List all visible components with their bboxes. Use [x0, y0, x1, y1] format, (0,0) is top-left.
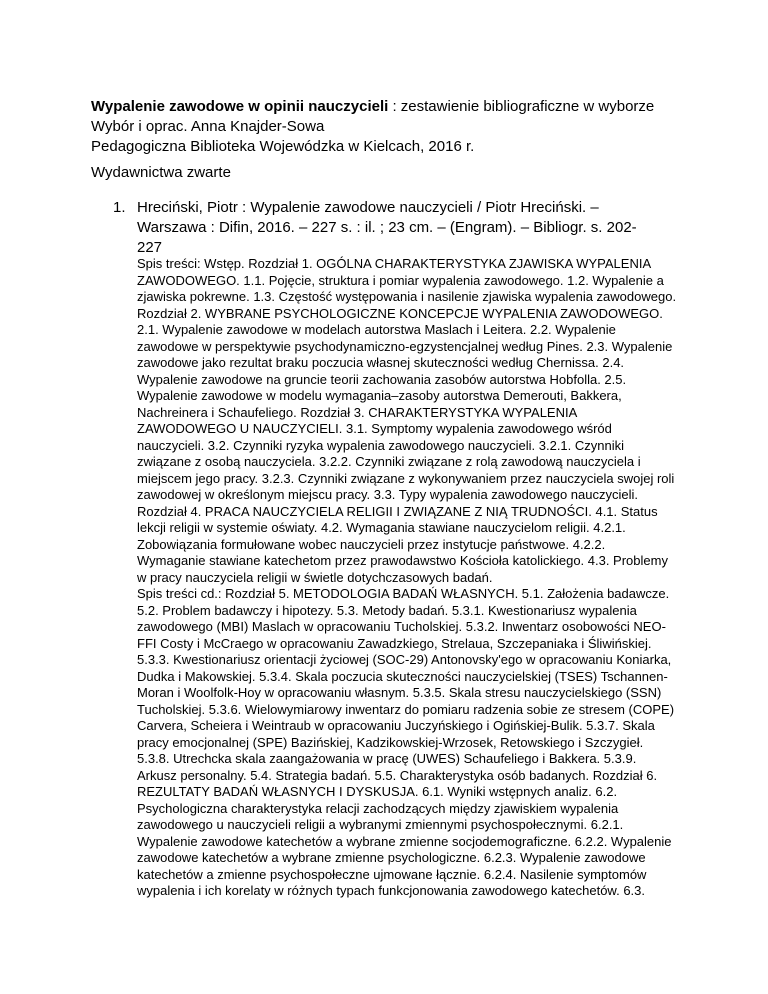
entry-citation: Hreciński, Piotr : Wypalenie zawodowe nauczycieli / Piotr Hreciński. – Warszawa : Difin, 2016. – 227 s. : il. ; 23 cm. – (Engram). – Bibliogr. s. 202-227 — [137, 199, 637, 256]
bibliography-header — [91, 97, 751, 157]
contents-part-1: Spis treści: Wstęp. Rozdział 1. OGÓLNA CHARAKTERYSTYKA ZJAWISKA WYPALENIA ZAWODOWEGO. 1.1. Pojęcie, struktura i pomiar wypalenia zawodowego. 1.2. Wypalenie a zjawiska pokrewne. 1.3. Częstość występowania i nasilenie zjawiska wypalenia zawodowego. Rozdział 2. WYBRANE PSYCHOLOGICZNE KONCEPCJE WYPALENIA ZAWODOWEGO. 2.1. Wypalenie zawodowe w modelach autorstwa Maslach i Leitera. 2.2. Wypalenie zawodowe w perspektywie psychodynamiczno-egzystencjalnej według Pines. 2.3. Wypalenie zawodowe jako rezultat braku poczucia własnej skuteczności według Chernissa. 2.4. Wypalenie zawodowe na gruncie teorii zachowania zasobów autorstwa Hobfolla. 2.5. Wypalenie zawodowe w modelu wymagania–zasoby autorstwa Demerouti, Bakkera, Nachreinera i Schaufeliego. Rozdział 3. CHARAKTERYSTYKA WYPALENIA ZAWODOWEGO U NAUCZYCIELI. 3.1. Symptomy wypalenia zawodowego wśród nauczycieli. 3.2. Czynniki ryzyka wypalenia zawodowego nauczycieli. 3.2.1. Czynniki związane z osobą nauczyciela. 3.2.2. Czynniki związane z rolą zawodową nauczyciela i miejscem jego pracy. 3.2.3. Czynniki związane z wykonywaniem przez nauczyciela swojej roli zawodowej w określonym miejscu pracy. 3.3. Typy wypalenia zawodowego nauczycieli. Rozdział 4. PRACA NAUCZYCIELA RELIGII I ZWIĄZANE Z NIĄ TRUDNOŚCI. 4.1. Status lekcji religii w systemie oświaty. 4.2. Wymagania stawiane nauczycielom religii. 4.2.1. Zobowiązania formułowane wobec nauczycieli przez instytucje państwowe. 4.2.2. Wymaganie stawiane katechetom przez prawodawstwo Kościoła katolickiego. 4.3. Problemy w pracy nauczyciela religii w świetle dotychczasowych badań. — [137, 256, 677, 585]
bibliography-title: Wypalenie zawodowe w opinii nauczycieli — [91, 98, 389, 115]
publisher-line: Pedagogiczna Biblioteka Wojewódzka w Kielcach, 2016 r. — [91, 138, 475, 155]
table-of-contents — [137, 256, 677, 900]
entry-number: 1. — [113, 199, 126, 216]
header-title-line — [91, 97, 751, 117]
section-title: Wydawnictwa zwarte — [91, 164, 231, 181]
bibliography-subtitle: : zestawienie bibliograficzne w wyborze — [388, 98, 655, 115]
contents-part-2: Spis treści cd.: Rozdział 5. METODOLOGIA BADAŃ WŁASNYCH. 5.1. Założenia badawcze. 5.2. Problem badawczy i hipotezy. 5.3. Metody badań. 5.3.1. Kwestionariusz wypalenia zawodowego (MBI) Maslach w opracowaniu Tucholskiej. 5.3.2. Inwentarz osobowości NEO-FFI Costy i McCraego w opracowaniu Zawadzkiego, Strelaua, Szczepaniaka i Śliwińskiej. 5.3.3. Kwestionariusz orientacji życiowej (SOC-29) Antonovsky'ego w opracowaniu Koniarka, Dudka i Makowskiej. 5.3.4. Skala poczucia skuteczności nauczycielskiej (TSES) Tschannen-Moran i Woolfolk-Hoy w opracowaniu własnym. 5.3.5. Skala stresu nauczycielskiego (SSN) Tucholskiej. 5.3.6. Wielowymiarowy inwentarz do pomiaru radzenia sobie ze stresem (COPE) Carvera, Scheiera i Weintraub w opracowaniu Juczyńskiego i Ogińskiej-Bulik. 5.3.7. Skala pracy emocjonalnej (SPE) Bazińskiej, Kadzikowskiej-Wrzosek, Retowskiego i Szczygieł. 5.3.8. Utrechcka skala zaangażowania w pracę (UWES) Schaufeliego i Bakkera. 5.3.9. Arkusz personalny. 5.4. Strategia badań. 5.5. Charakterystyka osób badanych. Rozdział 6. REZULTATY BADAŃ WŁASNYCH I DYSKUSJA. 6.1. Wyniki wstępnych analiz. 6.2. Psychologiczna charakterystyka relacji zachodzących między zjawiskiem wypalenia zawodowego u nauczycieli religii a wybranymi zmiennymi psychospołecznymi. 6.2.1. Wypalenie zawodowe katechetów a wybrane zmienne socjodemograficzne. 6.2.2. Wypalenie zawodowe katechetów a wybrane zmienne psychologiczne. 6.2.3. Wypalenie zawodowe katechetów a zmienne psychospołeczne ujmowane łącznie. 6.2.4. Nasilenie symptomów wypalenia i ich korelaty w różnych typach funkcjonowania zawodowego katechetów. 6.3. — [137, 586, 675, 898]
compiler-line: Wybór i oprac. Anna Knajder-Sowa — [91, 118, 325, 135]
